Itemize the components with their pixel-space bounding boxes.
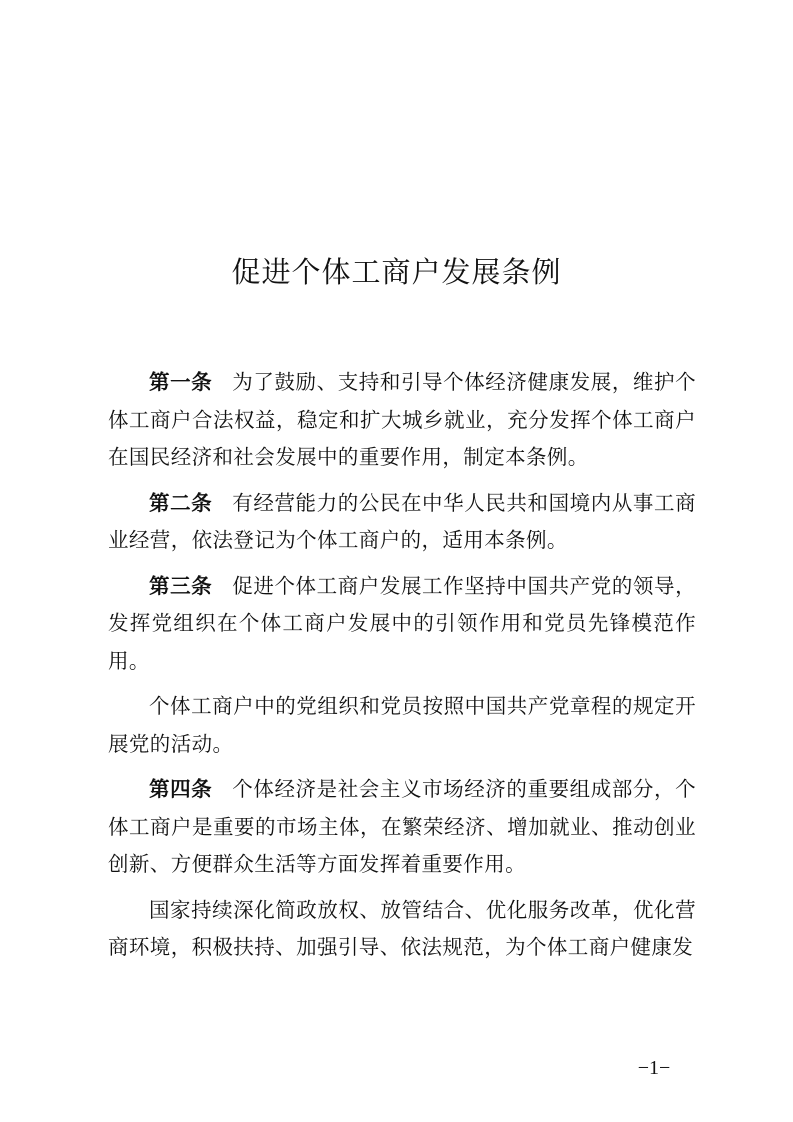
paragraph-article-3-continued [108, 688, 696, 763]
document-body [108, 364, 696, 975]
paragraph-article-3 [108, 568, 696, 681]
paragraph-article-2 [108, 485, 696, 560]
paragraph-article-4 [108, 771, 696, 884]
paragraph-text: 个体工商户中的党组织和党员按照中国共产党章程的规定开展党的活动。 [108, 694, 696, 756]
paragraph-text: 国家持续深化简政放权、放管结合、优化服务改革，优化营商环境，积极扶持、加强引导、依法规范，为个体工商户健康发 [108, 897, 696, 959]
page-number: −1− [637, 1057, 671, 1079]
article-number: 第二条 [149, 490, 213, 515]
paragraph-text: 有经营能力的公民在中华人民共和国境内从事工商业经营，依法登记为个体工商户的，适用本条例。 [108, 490, 696, 552]
paragraph-text: 促进个体工商户发展工作坚持中国共产党的领导，发挥党组织在个体工商户发展中的引领作用和党员先锋模范作用。 [108, 573, 696, 673]
paragraph-article-1 [108, 364, 696, 477]
article-number: 第四条 [149, 777, 213, 801]
paragraph-text: 个体经济是社会主义市场经济的重要组成部分，个体工商户是重要的市场主体，在繁荣经济、增加就业、推动创业创新、方便群众生活等方面发挥着重要作用。 [108, 777, 696, 876]
article-number: 第一条 [149, 370, 213, 394]
paragraph-article-4-continued [108, 892, 696, 967]
article-number: 第三条 [149, 573, 213, 598]
document-title: 促进个体工商户发展条例 [231, 255, 562, 289]
paragraph-text: 为了鼓励、支持和引导个体经济健康发展，维护个体工商户合法权益，稳定和扩大城乡就业，充分发挥个体工商户在国民经济和社会发展中的重要作用，制定本条例。 [108, 370, 696, 469]
